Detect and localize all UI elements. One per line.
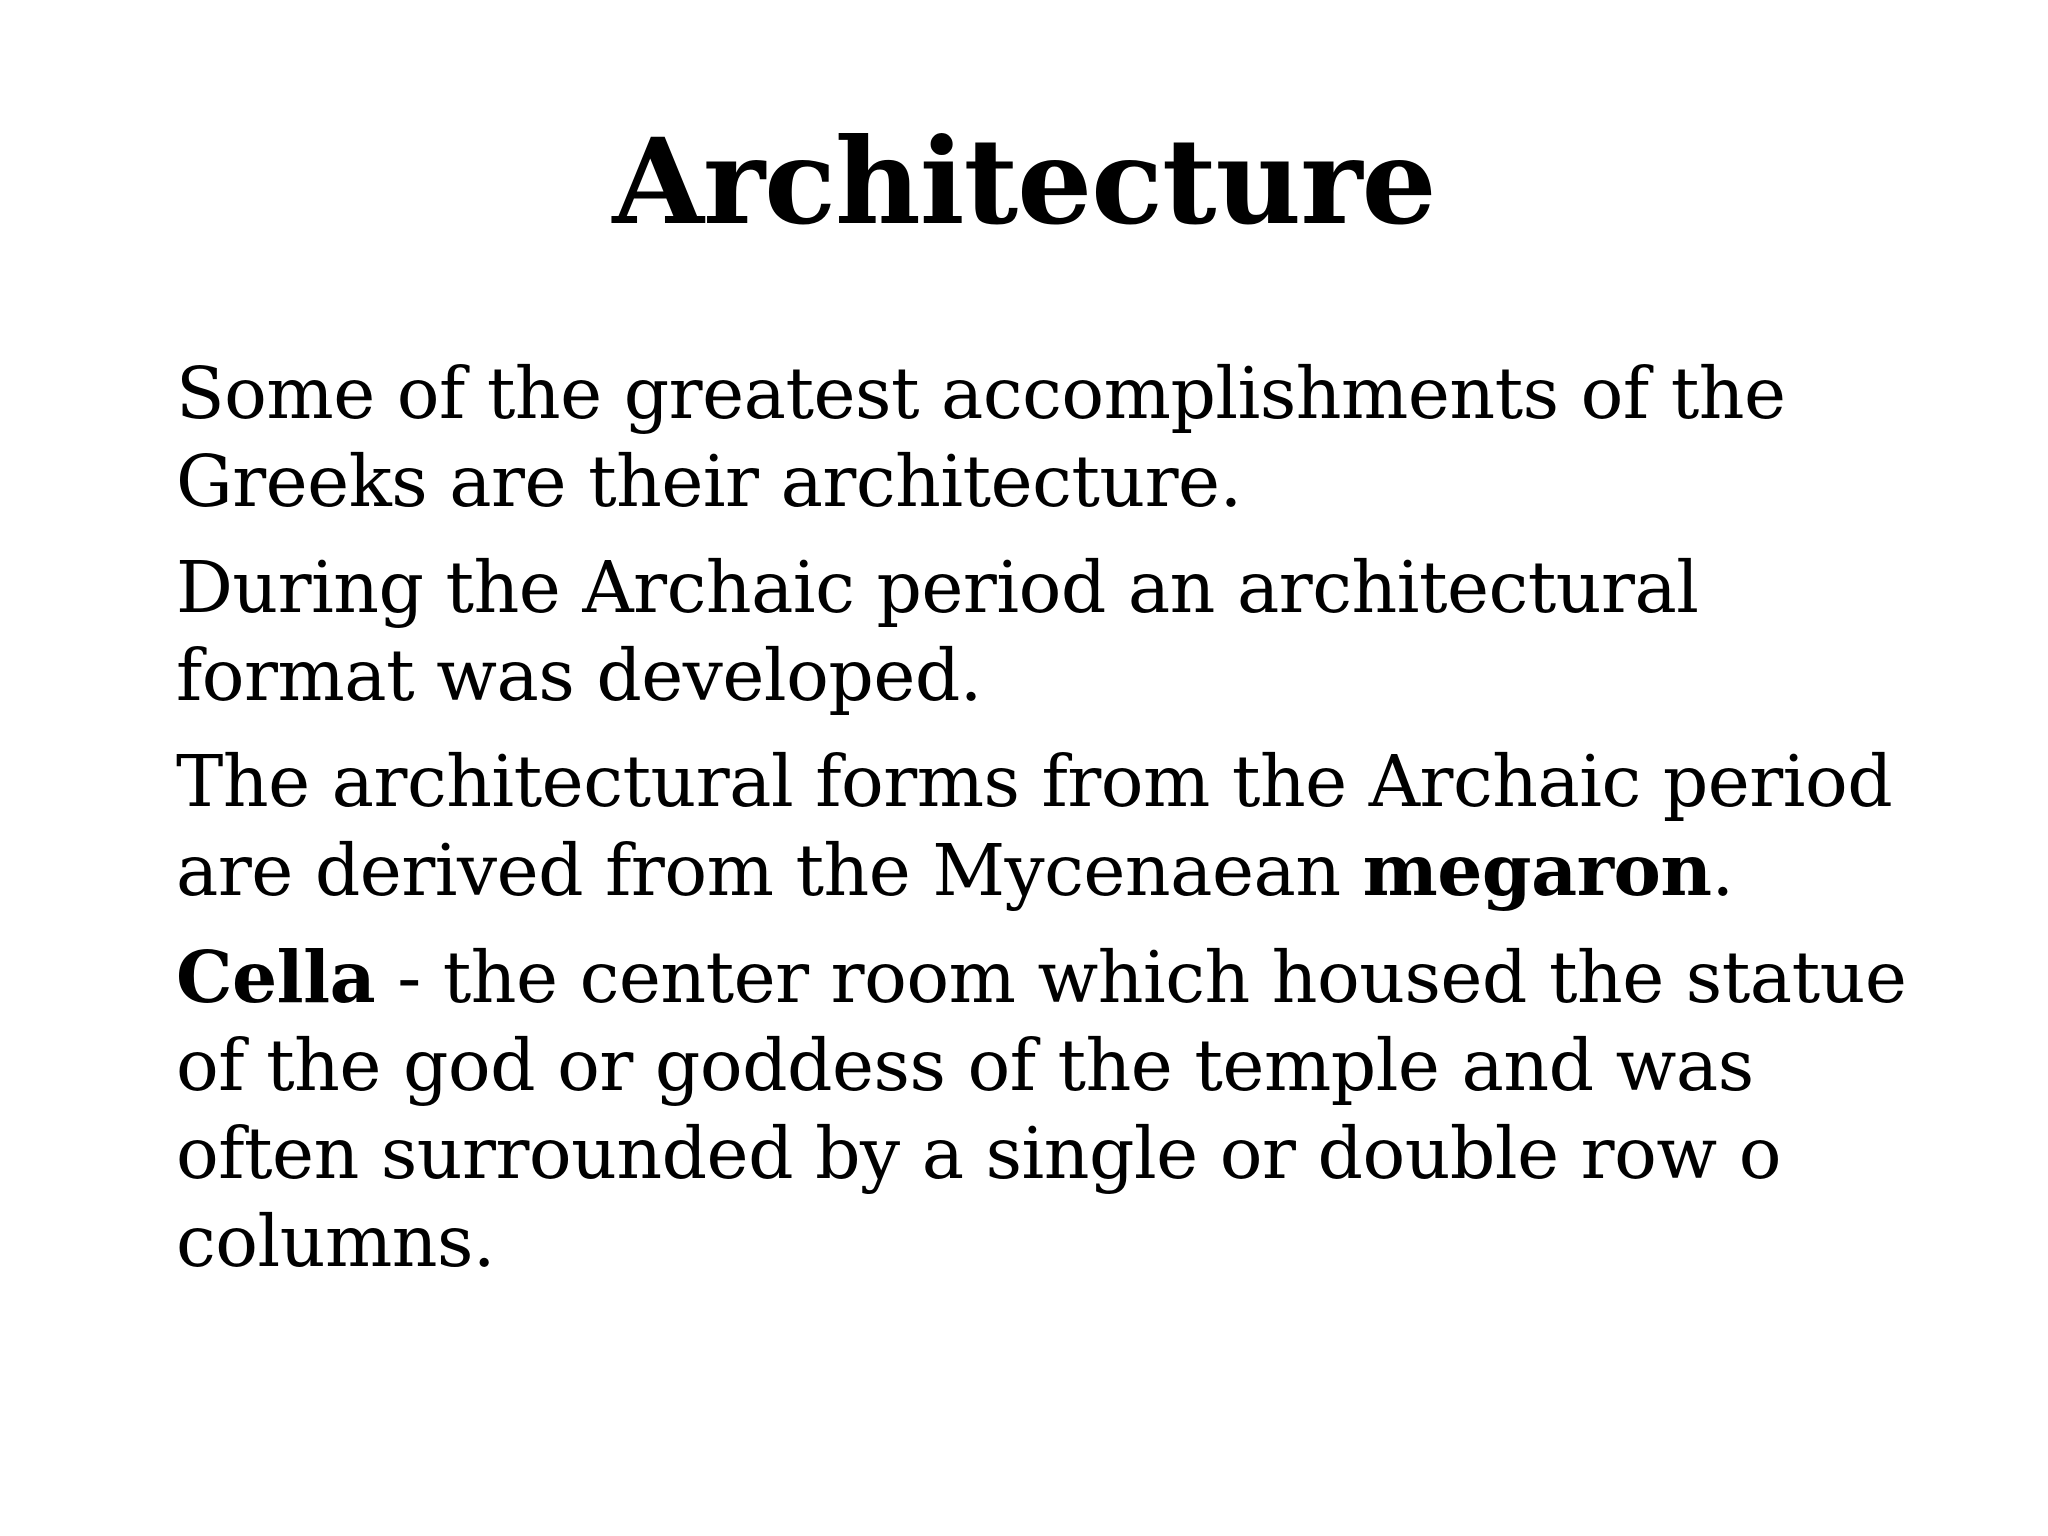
paragraph-archaic-format [176,544,1936,720]
text-line: Some of the greatest accomplishments of the [176,352,1786,435]
paragraph-megaron [176,738,1936,915]
text-line [176,933,1936,1022]
text-segment: are derived from the Mycenaean [176,829,1363,912]
slide-body [176,350,1936,1304]
text-segment: - the center room which housed the statue [375,936,1907,1019]
text-line: often surrounded by a single or double row o [176,1112,1781,1195]
slide-title: Architecture [612,112,1436,251]
paragraph-accomplishments [176,350,1936,526]
text-line: format was developed. [176,634,982,717]
text-segment: . [1711,829,1734,912]
term-cella: Cella [176,935,376,1019]
text-line: During the Archaic period an architectural [176,546,1699,629]
text-line: Greeks are their architecture. [176,440,1242,523]
text-line: columns. [176,1200,496,1283]
paragraph-cella [176,933,1936,1286]
text-line: The architectural forms from the Archaic period [176,740,1893,823]
text-line [176,826,1936,915]
term-megaron: megaron [1362,828,1712,912]
text-line: of the god or goddess of the temple and was [176,1024,1754,1107]
